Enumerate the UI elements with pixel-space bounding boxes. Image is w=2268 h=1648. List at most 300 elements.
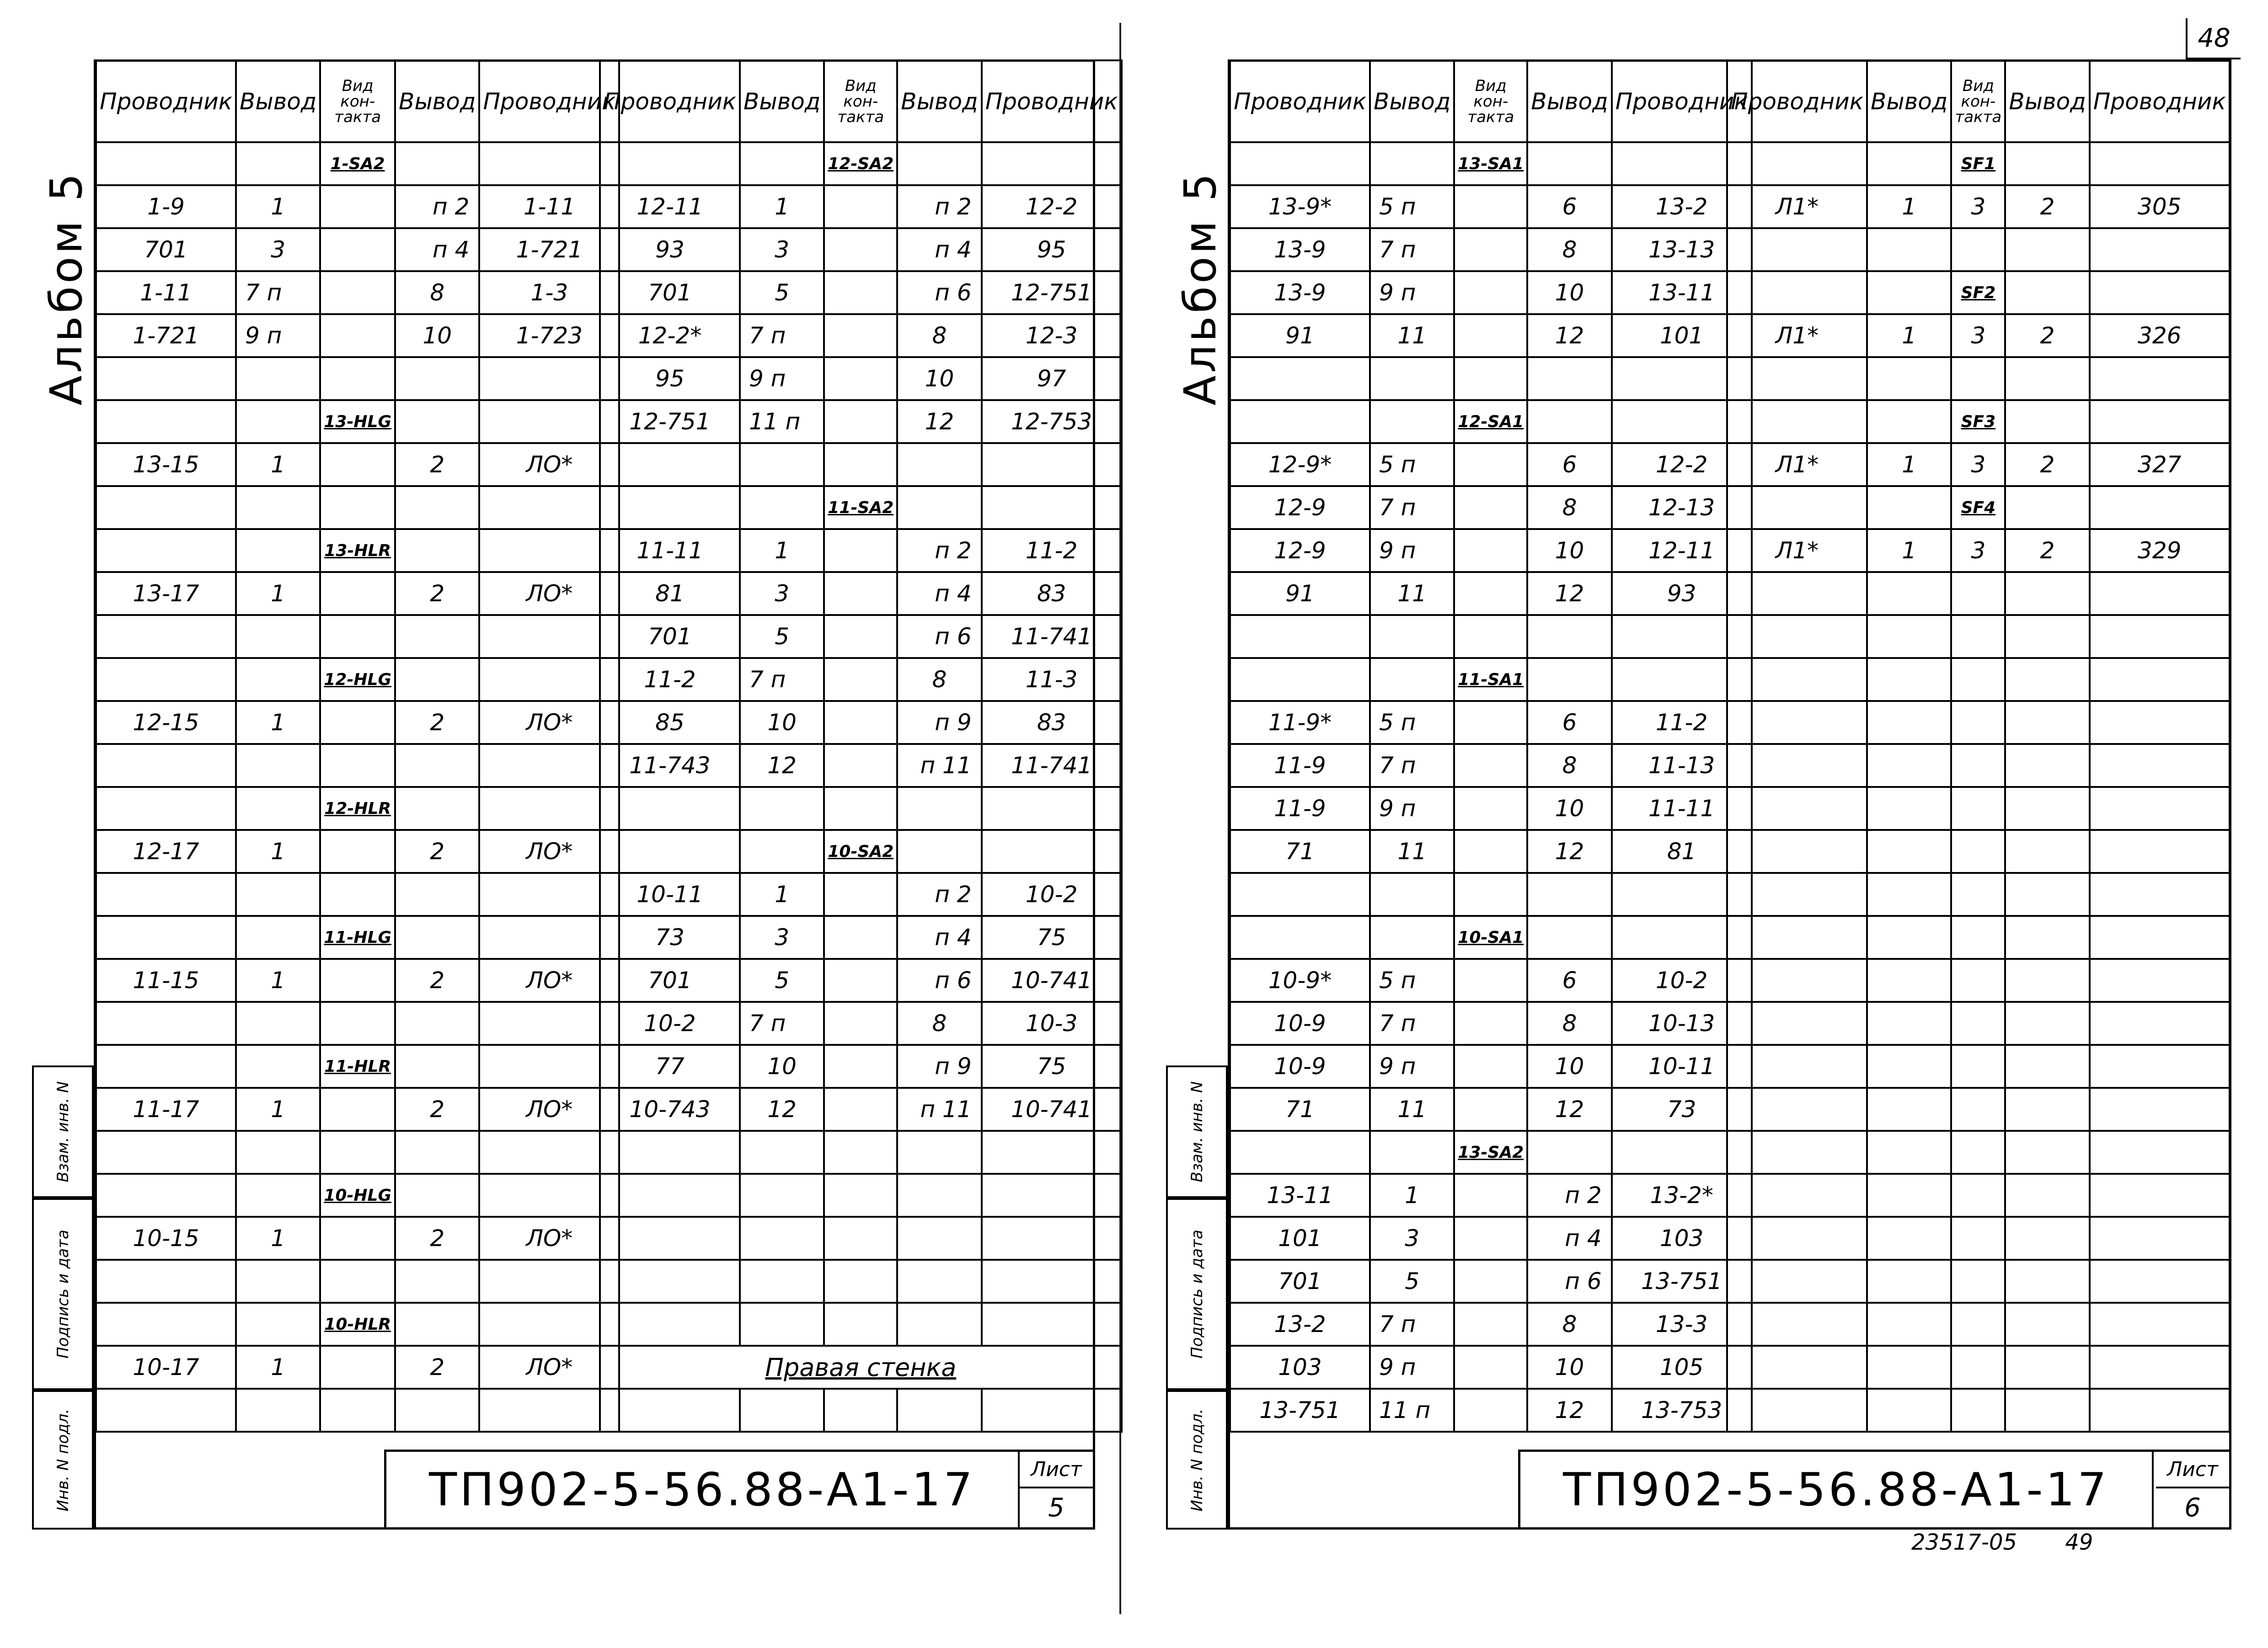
inv-vzam-cell: Взам. инв. N: [1166, 1065, 1228, 1198]
terminal-cell: 12: [740, 744, 824, 787]
col-terminal: Вывод: [395, 60, 479, 142]
conductor-cell: 12-9: [1230, 486, 1370, 529]
terminal-cell: [740, 787, 824, 830]
contact-type-cell: [1951, 1002, 2005, 1045]
terminal-cell: [2005, 615, 2089, 658]
table-row: [1230, 486, 1752, 529]
table-row: [600, 1346, 1122, 1389]
conductor-cell: [479, 916, 619, 959]
sign-date-cell: Подпись и дата: [32, 1198, 94, 1390]
contact-type-cell: [1951, 1174, 2005, 1217]
conductor-cell: [1230, 615, 1370, 658]
table-row: [600, 486, 1122, 529]
conductor-cell: [2090, 1045, 2230, 1088]
conductor-cell: [2090, 916, 2230, 959]
table-row: [96, 1260, 619, 1303]
conductor-cell: 73: [1612, 1088, 1752, 1131]
contact-type-cell: [1454, 443, 1527, 486]
table-row: [600, 271, 1122, 314]
conductor-cell: [479, 1131, 619, 1174]
terminal-cell: [1867, 400, 1951, 443]
conductor-cell: 12-13: [1612, 486, 1752, 529]
terminal-cell: [236, 1002, 320, 1045]
terminal-cell: [740, 830, 824, 873]
conductor-cell: 12-753: [982, 400, 1122, 443]
conductor-cell: [1727, 1174, 1867, 1217]
terminal-cell: [897, 1174, 981, 1217]
terminal-cell: п 4: [1527, 1217, 1611, 1260]
contact-type-cell: [824, 873, 897, 916]
contact-type-cell: [320, 1260, 395, 1303]
col-terminal: Вывод: [1867, 60, 1951, 142]
conductor-cell: [2090, 1389, 2230, 1432]
conductor-cell: [96, 744, 236, 787]
contact-type-cell: [320, 1088, 395, 1131]
table-row: [1727, 959, 2230, 1002]
table-row: [96, 1389, 619, 1432]
table-row: [1727, 744, 2230, 787]
device-label: 13-HLG: [320, 400, 395, 443]
terminal-cell: 7 п: [740, 1002, 824, 1045]
table-row: [96, 830, 619, 873]
terminal-cell: [2005, 1389, 2089, 1432]
contact-type-cell: [1951, 615, 2005, 658]
conductor-cell: [600, 1303, 740, 1346]
conductor-cell: 10-2: [1612, 959, 1752, 1002]
conductor-cell: [600, 1174, 740, 1217]
contact-type-cell: [824, 1303, 897, 1346]
conductor-cell: [1727, 142, 1867, 185]
conductor-cell: [96, 1045, 236, 1088]
conductor-cell: 11-15: [96, 959, 236, 1002]
contact-type-cell: [1454, 1389, 1527, 1432]
conductor-cell: ЛО*: [479, 1217, 619, 1260]
conductor-cell: [1727, 701, 1867, 744]
device-label: 1-SA2: [320, 142, 395, 185]
conductor-cell: 701: [600, 271, 740, 314]
conductor-cell: 10-15: [96, 1217, 236, 1260]
table-row: [1727, 1131, 2230, 1174]
conductor-cell: 12-751: [600, 400, 740, 443]
conductor-cell: 11-743: [600, 744, 740, 787]
conductor-cell: [982, 830, 1122, 873]
conductor-cell: [600, 1131, 740, 1174]
device-label: SF4: [1951, 486, 2005, 529]
conductor-cell: 13-11: [1612, 271, 1752, 314]
device-label: 11-SA2: [824, 486, 897, 529]
terminal-cell: [1867, 1174, 1951, 1217]
table-row: [1727, 1346, 2230, 1389]
terminal-cell: 2: [395, 1217, 479, 1260]
conductor-cell: 12-11: [600, 185, 740, 228]
col-terminal: Вывод: [1527, 60, 1611, 142]
conductor-cell: [982, 142, 1122, 185]
terminal-cell: [1527, 916, 1611, 959]
conductor-cell: [1727, 271, 1867, 314]
table-row: [600, 744, 1122, 787]
conductor-cell: [479, 357, 619, 400]
conductor-cell: [2090, 615, 2230, 658]
table-row: [1230, 1088, 1752, 1131]
terminal-cell: 2: [2005, 443, 2089, 486]
conductor-cell: 13-9: [1230, 271, 1370, 314]
terminal-cell: 12: [740, 1088, 824, 1131]
terminal-cell: [1527, 357, 1611, 400]
table-row: [1230, 142, 1752, 185]
terminal-cell: п 6: [897, 959, 981, 1002]
contact-type-cell: [1951, 959, 2005, 1002]
table-row: [96, 486, 619, 529]
terminal-cell: [1527, 1131, 1611, 1174]
terminal-cell: [236, 486, 320, 529]
table-row: [600, 572, 1122, 615]
terminal-cell: 1: [1867, 314, 1951, 357]
table-row: [600, 1002, 1122, 1045]
table-row: [96, 529, 619, 572]
table-row: [1230, 701, 1752, 744]
contact-type-cell: [320, 486, 395, 529]
terminal-cell: п 2: [897, 529, 981, 572]
conductor-cell: [1727, 1217, 1867, 1260]
terminal-cell: 2: [395, 443, 479, 486]
table-row: [600, 1260, 1122, 1303]
table-row: [1727, 1260, 2230, 1303]
conductor-cell: 11-9: [1230, 744, 1370, 787]
conductor-cell: ЛО*: [479, 830, 619, 873]
terminal-cell: 3: [740, 572, 824, 615]
table-row: [1727, 1174, 2230, 1217]
contact-type-cell: [824, 615, 897, 658]
col-conductor: Проводник: [1612, 60, 1752, 142]
conductor-cell: 11-11: [1612, 787, 1752, 830]
conductor-cell: 10-2: [982, 873, 1122, 916]
terminal-cell: [2005, 400, 2089, 443]
contact-type-cell: [1454, 1217, 1527, 1260]
device-label: 11-HLR: [320, 1045, 395, 1088]
contact-type-cell: 3: [1951, 185, 2005, 228]
terminal-cell: 1: [236, 443, 320, 486]
table-row: [1727, 1088, 2230, 1131]
conductor-cell: [1727, 1045, 1867, 1088]
conductor-cell: [479, 787, 619, 830]
conductor-cell: [1727, 658, 1867, 701]
inv-podl-cell: Инв. N подл.: [1166, 1390, 1228, 1530]
contact-type-cell: [824, 658, 897, 701]
table-row: [1727, 1002, 2230, 1045]
terminal-cell: [740, 486, 824, 529]
terminal-cell: п 4: [395, 228, 479, 271]
contact-type-cell: [1454, 314, 1527, 357]
contact-type-cell: [1454, 701, 1527, 744]
terminal-cell: [2005, 1002, 2089, 1045]
terminal-cell: 1: [740, 529, 824, 572]
table-row: [1230, 658, 1752, 701]
contact-type-cell: [320, 744, 395, 787]
contact-type-cell: [1951, 1346, 2005, 1389]
terminal-cell: 2: [2005, 185, 2089, 228]
table-row: [600, 1088, 1122, 1131]
contact-type-cell: [1951, 830, 2005, 873]
terminal-cell: 9 п: [236, 314, 320, 357]
terminal-cell: 12: [1527, 572, 1611, 615]
conductor-cell: Л1*: [1727, 314, 1867, 357]
conductor-cell: [1230, 1131, 1370, 1174]
conductor-cell: [479, 873, 619, 916]
device-label: 12-SA1: [1454, 400, 1527, 443]
terminal-cell: 5 п: [1370, 959, 1454, 1002]
conductor-cell: 1-3: [479, 271, 619, 314]
conductor-cell: 1-721: [96, 314, 236, 357]
sheet-label: Лист: [2156, 1452, 2229, 1488]
table-row: [96, 615, 619, 658]
table-row: [1727, 701, 2230, 744]
table-row: [1230, 357, 1752, 400]
terminal-cell: 2: [2005, 529, 2089, 572]
terminal-cell: 1: [236, 1217, 320, 1260]
contact-type-cell: 3: [1951, 314, 2005, 357]
table-row: [1230, 228, 1752, 271]
terminal-cell: [395, 916, 479, 959]
terminal-cell: [1867, 1389, 1951, 1432]
terminal-cell: [1370, 615, 1454, 658]
conductor-cell: 1-721: [479, 228, 619, 271]
table-row: [96, 873, 619, 916]
conductor-cell: 95: [600, 357, 740, 400]
table-header: [1727, 60, 2230, 142]
title-block: [1518, 1450, 2231, 1530]
terminal-cell: [236, 873, 320, 916]
terminal-cell: [395, 1131, 479, 1174]
table-row: [1727, 572, 2230, 615]
terminal-cell: [897, 486, 981, 529]
conductor-cell: 12-17: [96, 830, 236, 873]
table-row: [96, 959, 619, 1002]
table-row: [96, 1303, 619, 1346]
terminal-cell: 9 п: [740, 357, 824, 400]
conductor-cell: 93: [600, 228, 740, 271]
terminal-cell: [2005, 658, 2089, 701]
terminal-cell: [2005, 1346, 2089, 1389]
terminal-cell: 3: [1370, 1217, 1454, 1260]
device-label: 12-HLR: [320, 787, 395, 830]
conductor-cell: [2090, 142, 2230, 185]
conductor-cell: [2090, 1303, 2230, 1346]
terminal-cell: [1370, 357, 1454, 400]
conductor-cell: 10-11: [1612, 1045, 1752, 1088]
table-row: [1727, 1217, 2230, 1260]
table-row: [1727, 400, 2230, 443]
terminal-cell: [1867, 744, 1951, 787]
terminal-cell: п 4: [897, 228, 981, 271]
contact-type-cell: [1951, 1088, 2005, 1131]
contact-type-cell: [320, 1002, 395, 1045]
terminal-cell: [2005, 1131, 2089, 1174]
terminal-cell: [395, 1174, 479, 1217]
terminal-cell: [395, 486, 479, 529]
terminal-cell: 2: [2005, 314, 2089, 357]
conductor-cell: 81: [1612, 830, 1752, 873]
contact-type-cell: [320, 830, 395, 873]
conductor-cell: [982, 1131, 1122, 1174]
terminal-cell: 5 п: [1370, 185, 1454, 228]
table-row: [1230, 1389, 1752, 1432]
contact-type-cell: [1951, 1260, 2005, 1303]
conductor-cell: 305: [2090, 185, 2230, 228]
col-terminal: Вывод: [740, 60, 824, 142]
device-label: SF3: [1951, 400, 2005, 443]
conductor-cell: [479, 658, 619, 701]
table-row: [1230, 572, 1752, 615]
conductor-cell: 91: [1230, 572, 1370, 615]
contact-type-cell: [824, 959, 897, 1002]
conductor-cell: [1230, 873, 1370, 916]
terminal-cell: п 4: [897, 916, 981, 959]
table-row: [1727, 486, 2230, 529]
table-row: [600, 916, 1122, 959]
table-row: [1230, 1346, 1752, 1389]
contact-type-cell: [1454, 830, 1527, 873]
contact-type-cell: [824, 1045, 897, 1088]
terminal-cell: [1370, 142, 1454, 185]
conductor-cell: [1727, 615, 1867, 658]
table-row: [96, 1045, 619, 1088]
terminal-cell: [2005, 916, 2089, 959]
conductor-cell: 12-9: [1230, 529, 1370, 572]
conductor-cell: [479, 529, 619, 572]
table-row: [600, 701, 1122, 744]
table-row: [1727, 873, 2230, 916]
stamp-side-block: [32, 1065, 94, 1530]
table-row: [96, 400, 619, 443]
conductor-cell: 10-9: [1230, 1045, 1370, 1088]
table-row: [600, 1131, 1122, 1174]
terminal-cell: 10: [1527, 1346, 1611, 1389]
contact-type-cell: [824, 916, 897, 959]
terminal-cell: [2005, 486, 2089, 529]
conductor-cell: [2090, 744, 2230, 787]
conductor-cell: 10-741: [982, 959, 1122, 1002]
terminal-cell: [897, 1389, 981, 1432]
conductor-cell: 10-11: [600, 873, 740, 916]
table-row: [1727, 1389, 2230, 1432]
table-row: [600, 185, 1122, 228]
terminal-cell: [897, 1303, 981, 1346]
table-row: [1727, 271, 2230, 314]
conductor-cell: 12-2*: [600, 314, 740, 357]
conductor-cell: 75: [982, 916, 1122, 959]
conductor-cell: [96, 658, 236, 701]
conductor-cell: [982, 1303, 1122, 1346]
terminal-cell: 11 п: [1370, 1389, 1454, 1432]
conductor-cell: [2090, 873, 2230, 916]
terminal-cell: [1527, 658, 1611, 701]
contact-type-cell: [1951, 1303, 2005, 1346]
terminal-cell: [1867, 1045, 1951, 1088]
contact-type-cell: [1951, 228, 2005, 271]
terminal-cell: 1: [740, 185, 824, 228]
conductor-cell: 13-2*: [1612, 1174, 1752, 1217]
terminal-cell: [740, 1174, 824, 1217]
conductor-cell: [2090, 701, 2230, 744]
conductor-cell: 12-2: [1612, 443, 1752, 486]
table-row: [1727, 185, 2230, 228]
conductor-cell: [2090, 1217, 2230, 1260]
conductor-cell: [2090, 271, 2230, 314]
terminal-cell: [2005, 1303, 2089, 1346]
terminal-cell: 3: [740, 228, 824, 271]
conductor-cell: [479, 615, 619, 658]
conductor-cell: [2090, 1174, 2230, 1217]
conductor-cell: [2090, 400, 2230, 443]
table-row: [1727, 1045, 2230, 1088]
contact-type-cell: [1951, 1045, 2005, 1088]
table-row: [1230, 787, 1752, 830]
conductor-cell: [479, 1002, 619, 1045]
terminal-cell: 2: [395, 1346, 479, 1389]
terminal-cell: п 2: [897, 873, 981, 916]
conductor-cell: 71: [1230, 1088, 1370, 1131]
terminal-cell: [1867, 1217, 1951, 1260]
terminal-cell: 1: [236, 701, 320, 744]
conductor-cell: [600, 443, 740, 486]
conductor-cell: 327: [2090, 443, 2230, 486]
contact-type-cell: [1454, 1088, 1527, 1131]
terminal-cell: [236, 142, 320, 185]
col-contact-type: Вид кон-такта: [824, 60, 897, 142]
terminal-cell: 6: [1527, 185, 1611, 228]
conductor-cell: 11-741: [982, 615, 1122, 658]
contact-type-cell: [320, 443, 395, 486]
terminal-cell: [236, 400, 320, 443]
conductor-cell: [1727, 873, 1867, 916]
conductor-cell: Л1*: [1727, 443, 1867, 486]
terminal-cell: [395, 1002, 479, 1045]
conductor-cell: [2090, 1260, 2230, 1303]
table-row: [96, 658, 619, 701]
terminal-cell: 3: [740, 916, 824, 959]
terminal-cell: [2005, 1045, 2089, 1088]
contact-type-cell: [1454, 357, 1527, 400]
terminal-cell: 1: [236, 830, 320, 873]
conductor-cell: [600, 1217, 740, 1260]
table-row: [1230, 443, 1752, 486]
conductor-cell: 1-11: [479, 185, 619, 228]
terminal-cell: [1867, 228, 1951, 271]
table-row: [96, 572, 619, 615]
conductor-cell: [2090, 228, 2230, 271]
album-label: Альбом 5: [1175, 171, 1226, 406]
table-row: [600, 1045, 1122, 1088]
conductor-cell: 13-11: [1230, 1174, 1370, 1217]
conductor-cell: 701: [600, 615, 740, 658]
terminal-cell: [395, 357, 479, 400]
table-row: [96, 357, 619, 400]
conductor-cell: 13-2: [1230, 1303, 1370, 1346]
terminal-cell: 12: [1527, 1088, 1611, 1131]
contact-type-cell: [320, 357, 395, 400]
terminal-cell: [236, 744, 320, 787]
conductor-cell: 91: [1230, 314, 1370, 357]
terminal-cell: [2005, 744, 2089, 787]
conductor-cell: [2090, 959, 2230, 1002]
terminal-cell: 8: [1527, 744, 1611, 787]
table-header: [1230, 60, 1752, 142]
contact-type-cell: [1951, 357, 2005, 400]
terminal-cell: 8: [897, 1002, 981, 1045]
col-terminal: Вывод: [236, 60, 320, 142]
conductor-cell: [1727, 572, 1867, 615]
device-label: 12-HLG: [320, 658, 395, 701]
